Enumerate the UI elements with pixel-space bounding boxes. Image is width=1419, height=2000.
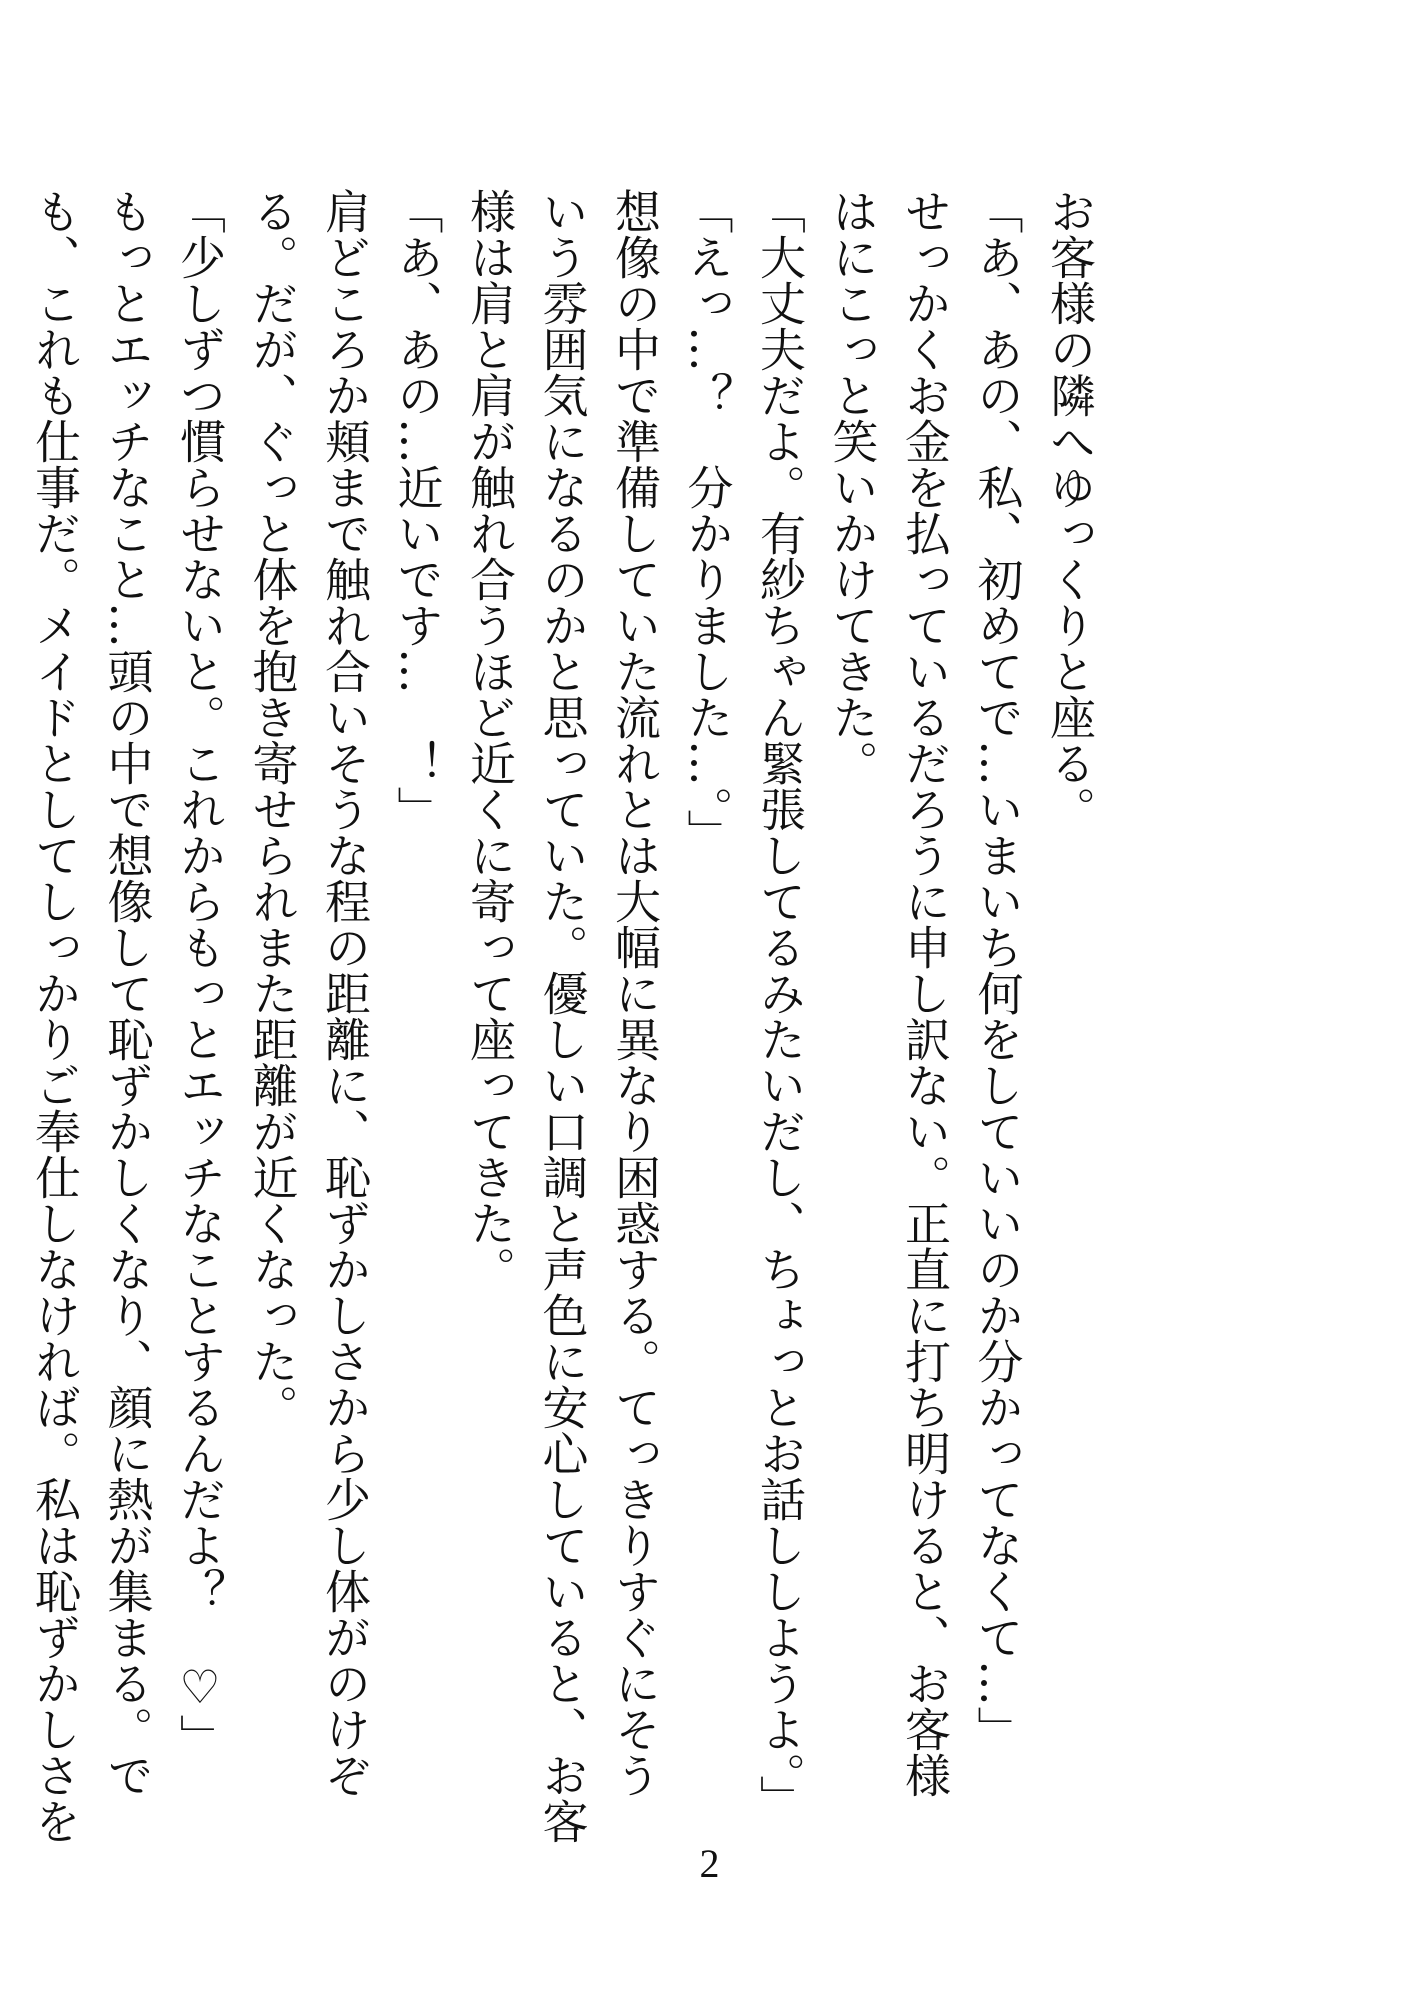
text-line: もっとエッチなこと…頭の中で想像して恥ずかしくなり、顔に熱が集まる。で xyxy=(100,188,155,1798)
text-line: 「大丈夫だよ。有紗ちゃん緊張してるみたいだし、ちょっとお話ししようよ。」 xyxy=(753,188,807,1821)
text-line: 様は肩と肩が触れ合うほど近くに寄って座ってきた。 xyxy=(463,188,517,1292)
text-line: る。だが、ぐっと体を抱き寄せられまた距離が近くなった。 xyxy=(245,188,300,1430)
text-line: お客様の隣へゆっくりと座る。 xyxy=(1043,188,1097,832)
text-line: 「えっ…？ 分かりました…。」 xyxy=(680,188,735,855)
text-line: いう雰囲気になるのかと思っていた。優しい口調と声色に安心していると、お客 xyxy=(535,188,590,1844)
text-line: 「あ、あの、私、初めてで…いまいち何をしていいのか分かってなくて…」 xyxy=(970,188,1025,1752)
text-line: せっかくお金を払っているだろうに申し訳ない。正直に打ち明けると、お客様 xyxy=(898,188,952,1798)
text-line: も、これも仕事だ。メイドとしてしっかりご奉仕しなければ。私は恥ずかしさを xyxy=(28,188,82,1844)
text-line: 肩どころか頬まで触れ合いそうな程の距離に、恥ずかしさから少し体がのけぞ xyxy=(318,188,372,1798)
text-line: 想像の中で準備していた流れとは大幅に異なり困惑する。てっきりすぐにそう xyxy=(608,188,662,1798)
body-text xyxy=(28,188,1106,1844)
text-line: 「あ、あの…近いです… ！」 xyxy=(390,188,445,832)
page-number: 2 xyxy=(699,1841,720,1886)
text-line: はにこっと笑いかけてきた。 xyxy=(825,188,880,786)
text-line: 「少しずつ慣らせないと。これからもっとエッチなことするんだよ？ ♡」 xyxy=(173,188,227,1760)
